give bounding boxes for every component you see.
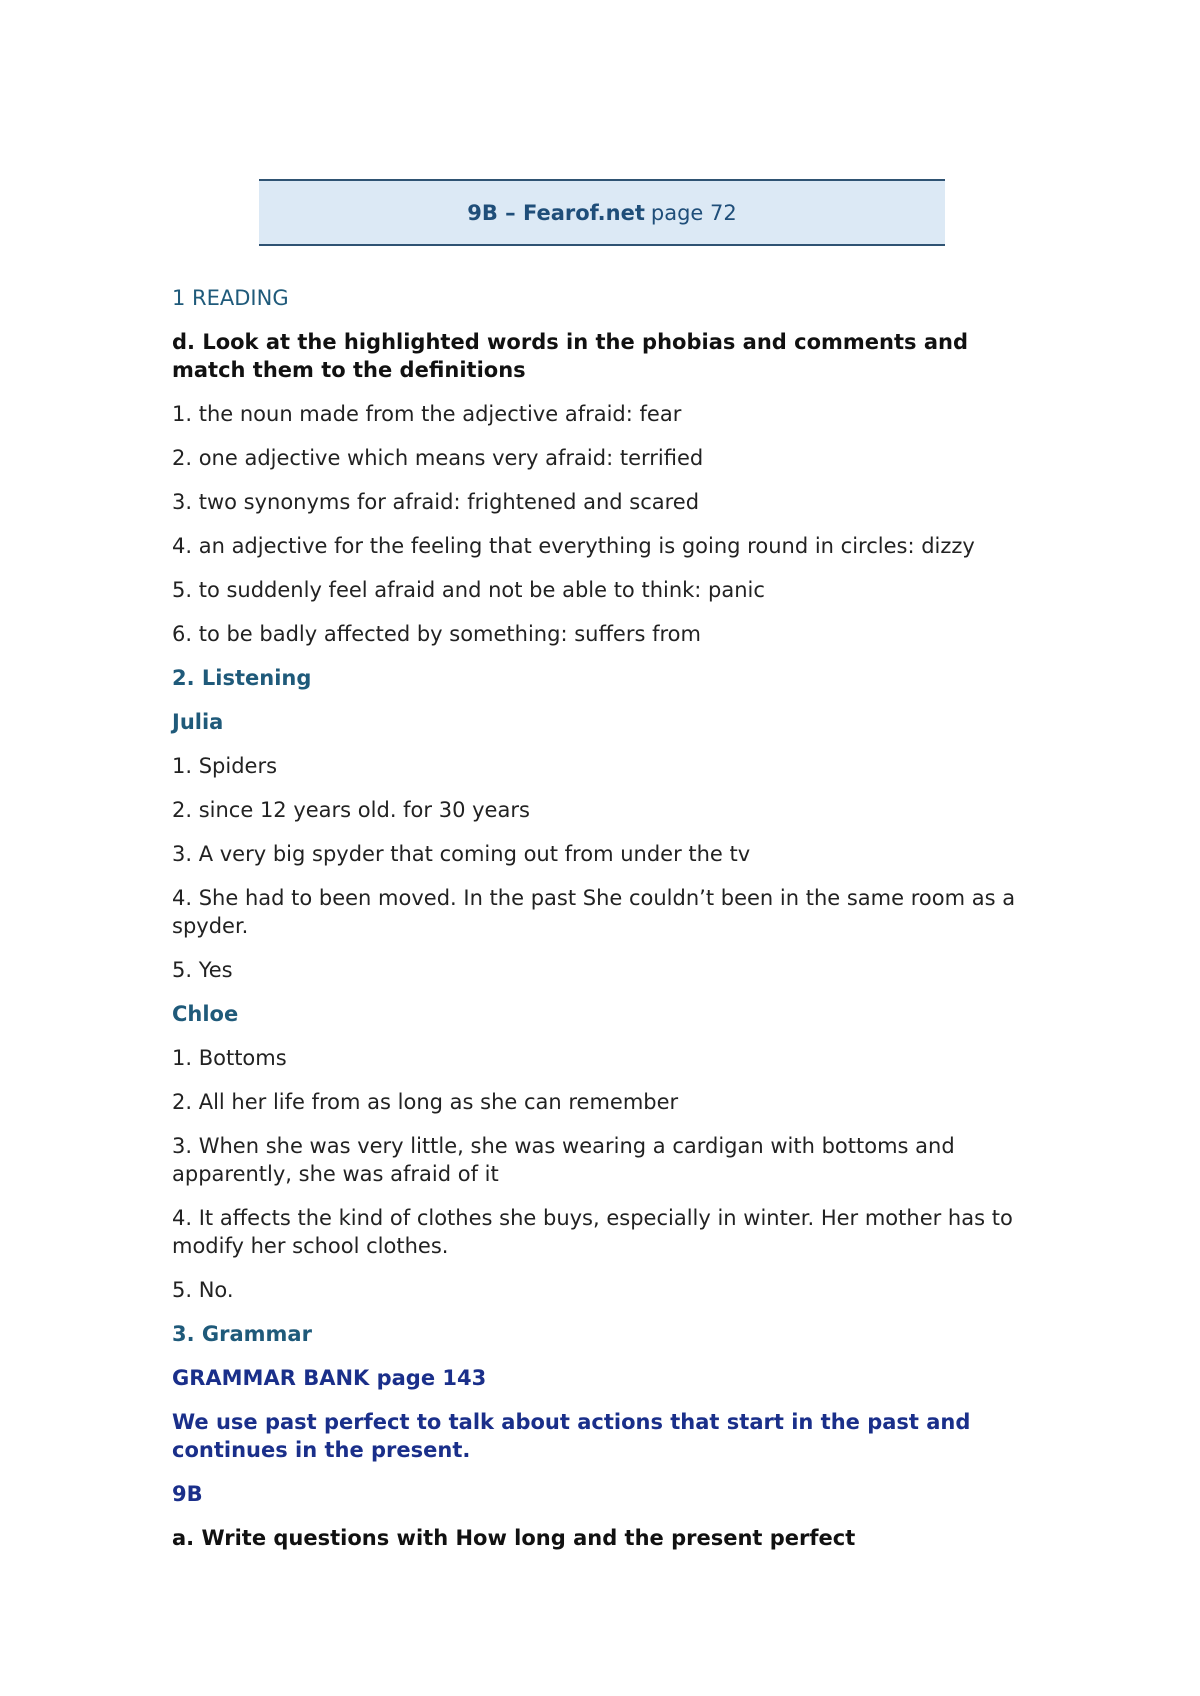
chloe-item: 3. When she was very little, she was wearing a cardigan with bottoms and apparently, she was afraid of it bbox=[172, 1134, 955, 1186]
grammar-bank-reference: GRAMMAR BANK page 143 bbox=[172, 1366, 487, 1390]
julia-item: 1. Spiders bbox=[172, 754, 278, 778]
listening-heading: 2. Listening bbox=[172, 666, 312, 690]
speaker-chloe: Chloe bbox=[172, 1002, 239, 1026]
chloe-item: 5. No. bbox=[172, 1278, 234, 1302]
reading-item: 4. an adjective for the feeling that everything is going round in circles: dizzy bbox=[172, 534, 975, 558]
julia-item: 4. She had to been moved. In the past She couldn’t been in the same room as a spyder. bbox=[172, 886, 1016, 938]
reading-item: 5. to suddenly feel afraid and not be able to think: panic bbox=[172, 578, 765, 602]
grammar-heading: 3. Grammar bbox=[172, 1322, 312, 1346]
reading-task: d. Look at the highlighted words in the phobias and comments and match them to the definitions bbox=[172, 330, 968, 382]
reading-item: 2. one adjective which means very afraid: terrified bbox=[172, 446, 704, 470]
reading-heading: 1 READING bbox=[172, 286, 289, 310]
chloe-item: 1. Bottoms bbox=[172, 1046, 287, 1070]
julia-item: 5. Yes bbox=[172, 958, 233, 982]
grammar-task: a. Write questions with How long and the present perfect bbox=[172, 1526, 856, 1550]
page-title: 9B – Fearof.net bbox=[467, 200, 645, 225]
chloe-item: 4. It affects the kind of clothes she buys, especially in winter. Her mother has to modify her school clothes. bbox=[172, 1206, 1013, 1258]
chloe-item: 2. All her life from as long as she can remember bbox=[172, 1090, 679, 1114]
julia-item: 3. A very big spyder that coming out from under the tv bbox=[172, 842, 751, 866]
reading-item: 6. to be badly affected by something: suffers from bbox=[172, 622, 701, 646]
page-title-box bbox=[259, 179, 945, 246]
page-reference: page 72 bbox=[650, 200, 737, 225]
reading-item: 1. the noun made from the adjective afraid: fear bbox=[172, 402, 682, 426]
reading-item: 3. two synonyms for afraid: frightened and scared bbox=[172, 490, 700, 514]
grammar-rule: We use past perfect to talk about actions that start in the past and continues in the present. bbox=[172, 1410, 971, 1462]
grammar-section: 9B bbox=[172, 1482, 203, 1506]
julia-item: 2. since 12 years old. for 30 years bbox=[172, 798, 530, 822]
speaker-julia: Julia bbox=[172, 710, 224, 734]
document-body bbox=[172, 284, 1032, 1552]
